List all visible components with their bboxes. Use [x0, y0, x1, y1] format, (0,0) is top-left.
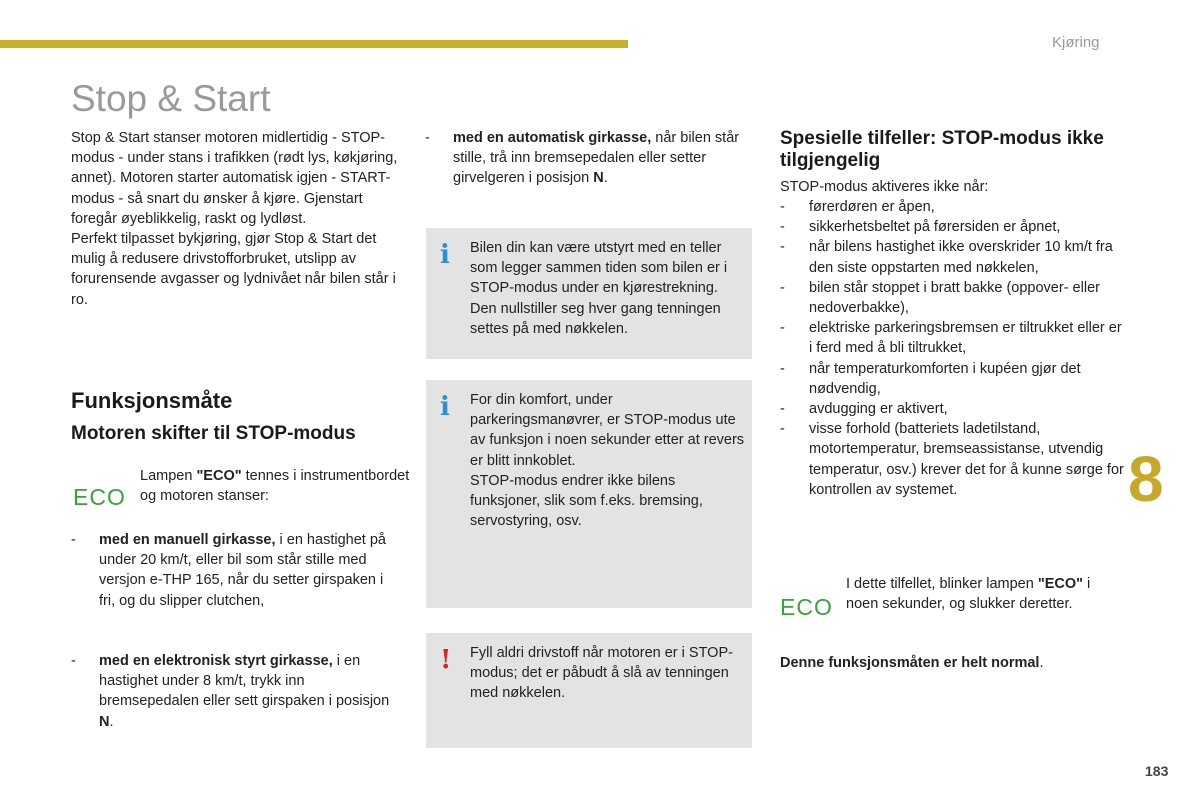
bullet-text: [99, 530, 391, 611]
eco-text-pre: Lampen: [140, 468, 197, 484]
list-item: [780, 419, 1125, 500]
list-item: [780, 197, 1125, 217]
final-end: .: [1039, 655, 1044, 671]
warning-box-fuel: [426, 633, 752, 748]
info-box-paragraph-1: For din komfort, under parkeringsmanøvrer, er STOP-modus ute av funksjon i noen sekunder etter at revers er blitt innkoblet.: [470, 392, 745, 469]
bullet-rest: i en hastighet under 8 km/t, trykk inn bremsepedalen eller sett girspaken i posisjon: [99, 653, 390, 710]
eco-blink-text: [846, 574, 1111, 614]
subheading-stop-mode: Motoren skifter til STOP-modus: [71, 423, 356, 444]
chapter-number: 8: [1128, 443, 1164, 515]
warning-icon: !: [440, 645, 452, 675]
info-box-counter: [426, 228, 752, 359]
list-item-text: sikkerhetsbeltet på førersiden er åpnet,: [809, 219, 1061, 236]
info-box-text: [470, 390, 748, 531]
bullet-rest: i en hastighet på under 20 km/t, eller bil som står stille med versjon e-THP 165, når du setter girspaken i fri, og du slipper clutchen,: [99, 532, 386, 609]
info-icon: i: [440, 392, 450, 422]
list-item-text: avdugging er aktivert,: [809, 401, 948, 418]
final-bold: Denne funksjonsmåten er helt normal: [780, 655, 1040, 671]
intro-text: [71, 128, 406, 310]
info-box-text: Bilen din kan være utstyrt med en teller som legger sammen tiden som bilen er i STOP-modus under en kjørestrekning. Den nullstiller seg hver gang tenningen settes på med nøkkelen.: [470, 240, 728, 337]
bullet-dash: -: [780, 421, 785, 438]
info-box-comfort: [426, 380, 752, 608]
bullet-bold: med en elektronisk styrt girkasse,: [99, 653, 333, 669]
eco-icon: ECO: [780, 594, 833, 620]
section-heading-funksjonsmate: Funksjonsmåte: [71, 388, 233, 413]
special-cases-heading: Spesielle tilfeller: STOP-modus ikke tilgjengelig: [780, 128, 1104, 171]
list-item: [780, 318, 1125, 358]
intro-paragraph-2: Perfekt tilpasset bykjøring, gjør Stop & Start det mulig å redusere drivstofforbruket, utslipp av forurensende avgasser og lydnivået når bilen står i ro.: [71, 231, 396, 308]
bullet-dash: -: [425, 130, 430, 146]
intro-paragraph-1: Stop & Start stanser motoren midlertidig - STOP-modus - under stans i trafikken (rødt lys, køkjøring, annet). Motoren starter automatisk igjen - START-modus - så snart du ønsker å kjøre. Gjenstart foregår øyeblikkelig, raskt og lydløst.: [71, 130, 398, 227]
list-item-text: visse forhold (batteriets ladetilstand, motortemperatur, bremseassistanse, utvendig temperatur, osv.) krever det for å kunne sørge for kontrollen av systemet.: [809, 421, 1124, 498]
list-item: [780, 217, 1125, 237]
special-cases-intro: STOP-modus aktiveres ikke når:: [780, 179, 989, 195]
bullet-automatic-gearbox: [425, 128, 745, 189]
bullet-dash: -: [780, 320, 785, 337]
bullet-manual-gearbox: [71, 530, 391, 611]
bullet-end: .: [603, 170, 608, 187]
bullet-dash: -: [780, 239, 785, 256]
list-item: [780, 399, 1125, 419]
eco-text-bold: "ECO": [196, 468, 242, 484]
info-box-paragraph-2: STOP-modus endrer ikke bilens funksjoner, slik som f.eks. bremsing, servostyring, osv.: [470, 472, 703, 530]
eco-text-post: i noen sekunder, og slukker deretter.: [846, 576, 1091, 613]
list-item-text: når bilens hastighet ikke overskrider 10 km/t fra den siste oppstarten med nøkkelen,: [809, 239, 1113, 276]
bullet-dash: -: [71, 653, 76, 669]
bullet-dash: -: [780, 360, 785, 377]
list-item-text: førerdøren er åpen,: [809, 199, 935, 215]
page-number: 183: [1145, 763, 1169, 779]
eco-lamp-text: [140, 466, 410, 506]
top-accent-bar: [0, 40, 628, 48]
normal-operation-note: [780, 653, 1120, 673]
bullet-dash: -: [780, 219, 785, 236]
bullet-text: [453, 128, 745, 189]
bullet-bold: med en automatisk girkasse,: [453, 130, 652, 146]
bullet-text: [99, 651, 391, 732]
page-title: Stop & Start: [71, 78, 271, 119]
bullet-electronic-gearbox: [71, 651, 391, 732]
bullet-bold: med en manuell girkasse,: [99, 532, 276, 548]
list-item: [780, 237, 1125, 277]
eco-text-bold: "ECO": [1037, 576, 1083, 592]
list-item: [780, 278, 1125, 318]
bullet-dash: -: [780, 279, 785, 296]
list-item: [780, 359, 1125, 399]
special-cases-list: [780, 197, 1125, 500]
bullet-dash: -: [780, 401, 785, 418]
warning-box-text: Fyll aldri drivstoff når motoren er i STOP-modus; det er påbudt å slå av tenningen med nøkkelen.: [470, 645, 733, 702]
list-item-text: når temperaturkomforten i kupéen gjør det nødvendig,: [809, 360, 1081, 397]
bullet-rest: når bilen står stille, trå inn bremsepedalen eller setter girvelgeren i posisjon: [453, 130, 740, 187]
eco-text-pre: I dette tilfellet, blinker lampen: [846, 576, 1038, 592]
bullet-dash: -: [71, 532, 76, 548]
eco-text-post: tennes i instrumentbordet og motoren stanser:: [140, 468, 410, 505]
eco-icon: ECO: [73, 484, 126, 510]
bullet-end: .: [109, 713, 114, 730]
section-label: Kjøring: [1052, 34, 1100, 51]
bullet-dash: -: [780, 199, 785, 215]
info-icon: i: [440, 240, 450, 270]
list-item-text: bilen står stoppet i bratt bakke (oppover- eller nedoverbakke),: [809, 279, 1100, 317]
bullet-end-bold: N: [99, 713, 110, 730]
list-item-text: elektriske parkeringsbremsen er tiltrukket eller er i ferd med å bli tiltrukket,: [809, 320, 1122, 357]
bullet-end-bold: N: [593, 170, 604, 187]
